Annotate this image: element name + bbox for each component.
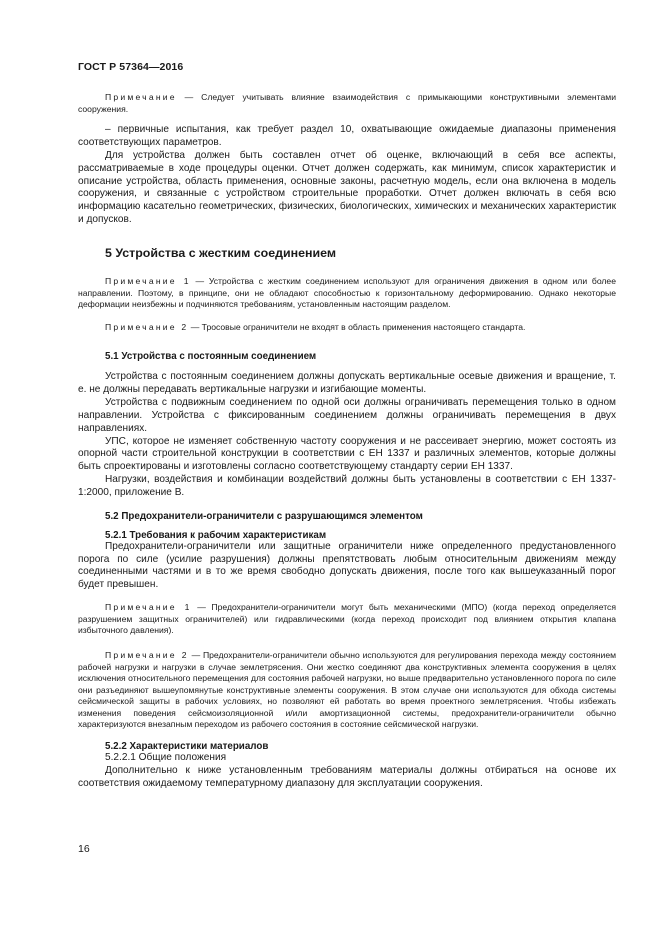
subsection-heading: 5.1 Устройства с постоянным соединением bbox=[105, 351, 317, 363]
paragraph: Дополнительно к ниже установленным требованиям материалы должны отбираться на основе их соответствия ожидаемому температурному диапазону для эксплуатации сооружения. bbox=[78, 764, 616, 789]
note-paragraph bbox=[78, 602, 616, 637]
document-body bbox=[78, 88, 616, 791]
note-paragraph bbox=[78, 276, 616, 311]
note-text: — Устройства с жестким соединением используют для ограничения движения в одном или более направлении. Поэтому, в принципе, они не обладают способностью к горизонтальному деформированию. Однако некоторые деформации неизбежны и подчиняются требованиям, установленным настоящим разделом. bbox=[78, 275, 616, 310]
subsection-heading: 5.2.2.1 Общие положения bbox=[105, 752, 227, 764]
note-text: — Следует учитывать влияние взаимодействия с примыкающими конструктивными элементами сооружения. bbox=[78, 92, 616, 114]
note-text: — Предохранители-ограничители обычно используются для регулирования перехода между состоянием рабочей нагрузки и нагрузки в случае землетрясения. Они жестко соединяют два конструктивных элемента сооружения в целях исключения относительного перемещения для состояния рабочей нагрузки, но выше предварительно установленного порога по силе они разъединяют вышеупомянутые конструктивные элементы сооружения. В этом случае они используются для обхода системы сейсмической защиты в рабочих условиях, но позволяют ей работать во время проектного землетрясения. Чтобы избежать изменения поведения сейсмоизоляционной и/или амортизационной системы, предохранители-ограничители обычно характеризуются внезапным переходом из рабочего состояния в состояние сейсмической нагрузки. bbox=[78, 649, 617, 730]
subsection-heading: 5.2.2 Характеристики материалов bbox=[105, 741, 269, 753]
page-number: 16 bbox=[78, 843, 90, 855]
paragraph: – первичные испытания, как требует раздел 10, охватывающие ожидаемые диапазоны применения соответствующих параметров. bbox=[78, 124, 616, 149]
section-heading: 5 Устройства с жестким соединением bbox=[105, 245, 336, 260]
paragraph: Устройства с подвижным соединением по одной оси должны ограничивать перемещения только в одном направлении. Устройства с фиксированным соединением должны ограничивать перемещения в двух направлениях. bbox=[78, 397, 616, 434]
note-label: Примечание 2 bbox=[105, 649, 189, 660]
note-paragraph bbox=[78, 92, 616, 115]
note-label: Примечание bbox=[105, 92, 177, 102]
subsection-heading: 5.2.1 Требования к рабочим характеристикам bbox=[105, 529, 327, 541]
note-paragraph bbox=[78, 322, 616, 334]
subsection-heading: 5.2 Предохранители-ограничители с разрушающимся элементом bbox=[105, 510, 423, 522]
paragraph: Для устройства должен быть составлен отчет об оценке, включающий в себя все аспекты, рассматриваемые в ходе процедуры оценки. Отчет должен содержать, как минимум, список характеристик и описание устройства, область применения, основные законы, расчетную модель, если она включена в модель сооружения, и связанные с устройством строительные проработки. Отчет должен включать в себя всю информацию касательно геометрических, физических, биологических, химических и механических характеристик и допусков. bbox=[78, 149, 616, 226]
paragraph: УПС, которое не изменяет собственную частоту сооружения и не рассеивает энергию, может состоять из опорной части строительной конструкции в соответствии с ЕН 1337 и различных элементов, которые должны быть спроектированы и изготовлены согласно соответствующему стандарту серии ЕН 1337. bbox=[78, 435, 616, 473]
note-text: — Тросовые ограничители не входят в область применения настоящего стандарта. bbox=[188, 321, 526, 332]
document-header: ГОСТ Р 57364—2016 bbox=[78, 61, 184, 73]
paragraph: Устройства с постоянным соединением должны допускать вертикальные осевые движения и вращение, т. е. не должны передавать вертикальные нагрузки и изгибающие моменты. bbox=[78, 371, 616, 396]
note-label: Примечание 1 bbox=[105, 275, 191, 286]
note-text: — Предохранители-ограничители могут быть механическими (МПО) (когда переход определяется разрушением защитных ограничителей) или гидравлическими (когда переход происходит под влиянием открытия клапана избыточного давления). bbox=[78, 602, 616, 636]
paragraph: Нагрузки, воздействия и комбинации воздействий должны быть установлены в соответствии с ЕН 1337-1:2000, приложение В. bbox=[78, 474, 616, 498]
note-label: Примечание 2 bbox=[105, 321, 189, 332]
note-paragraph bbox=[78, 650, 616, 731]
note-label: Примечание 1 bbox=[105, 602, 192, 613]
paragraph: Предохранители-ограничители или защитные ограничители ниже определенного предустановленного порога по силе (усилие разрушения) должны препятствовать любым относительным движениям между соединенными частями и в то же время свободно допускать движения, после того как вышеуказанный порог будет превышен. bbox=[78, 540, 616, 591]
